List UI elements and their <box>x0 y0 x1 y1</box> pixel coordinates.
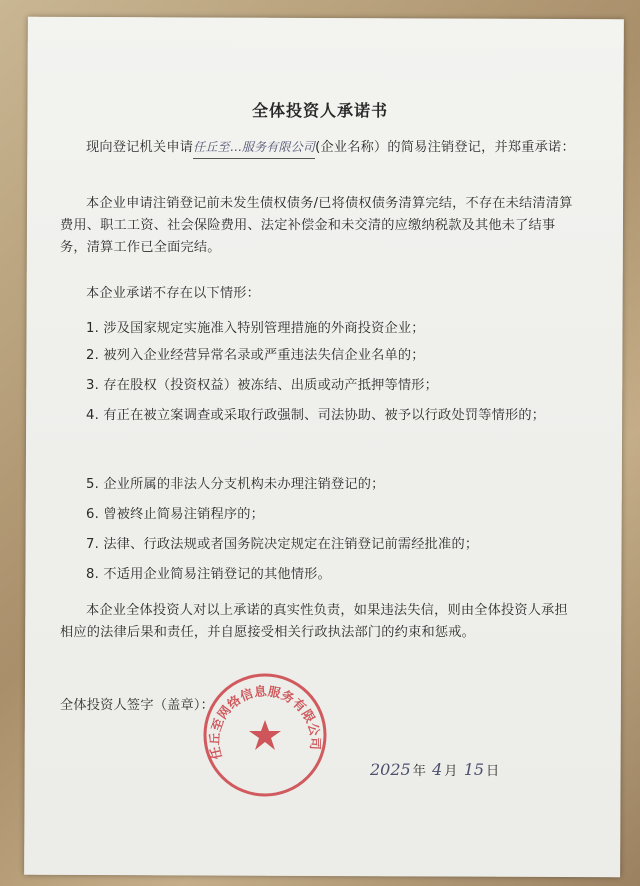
document-title: 全体投资人承诺书 <box>251 101 388 120</box>
list-item-4: 4. 有正在被立案调查或采取行政强制、司法协助、被予以行政处罚等情形的； <box>86 408 546 423</box>
date-month: 4 <box>432 760 443 779</box>
date-year-suffix: 年 <box>412 764 426 779</box>
seal-text: 任丘至网络信息服务有限公司 <box>206 683 324 761</box>
list-item-3: 3. 存在股权（投资权益）被冻结、出质或动产抵押等情形； <box>86 378 439 393</box>
company-seal-stamp <box>200 670 330 800</box>
list-item-2: 2. 被列入企业经营异常名录或严重违法失信企业名单的； <box>86 348 425 363</box>
intro-suffix: (企业名称）的简易注销登记，并郑重承诺： <box>315 140 575 155</box>
date-year: 2025 <box>370 760 411 779</box>
list-item-1: 1. 涉及国家规定实施准入特别管理措施的外商投资企业； <box>86 321 425 336</box>
list-item-7: 7. 法律、行政法规或者国务院决定规定在注销登记前需经批准的； <box>86 537 479 552</box>
paragraph-settlement: 本企业申请注销登记前未发生债权债务/已将债权债务清算完结，不存在未结清清算费用、职工工资、社会保险费用、法定补偿金和未交清的应缴纳税款及其他未了结事务，清算工作已全面完结。 <box>60 196 573 255</box>
paragraph-commitment: 本企业承诺不存在以下情形： <box>86 286 261 301</box>
paragraph-responsibility: 本企业全体投资人对以上承诺的真实性负责，如果违法失信，则由全体投资人承担相应的法律后果和责任，并自愿接受相关行政执法部门的约束和惩戒。 <box>60 603 568 640</box>
list-item-6: 6. 曾被终止简易注销程序的； <box>86 507 265 522</box>
intro-prefix: 现向登记机关申请 <box>86 140 194 155</box>
signature-label: 全体投资人签字（盖章）： <box>60 698 215 713</box>
date-month-suffix: 月 <box>444 764 458 779</box>
handwritten-company-name: 任丘至…服务有限公司 <box>193 136 315 159</box>
list-item-8: 8. 不适用企业简易注销登记的其他情形。 <box>86 567 331 582</box>
intro-paragraph <box>60 136 580 159</box>
list-item-5: 5. 企业所属的非法人分支机构未办理注销登记的； <box>86 477 385 492</box>
signing-date <box>368 760 499 779</box>
date-day: 15 <box>463 760 485 779</box>
date-day-suffix: 日 <box>486 764 500 779</box>
